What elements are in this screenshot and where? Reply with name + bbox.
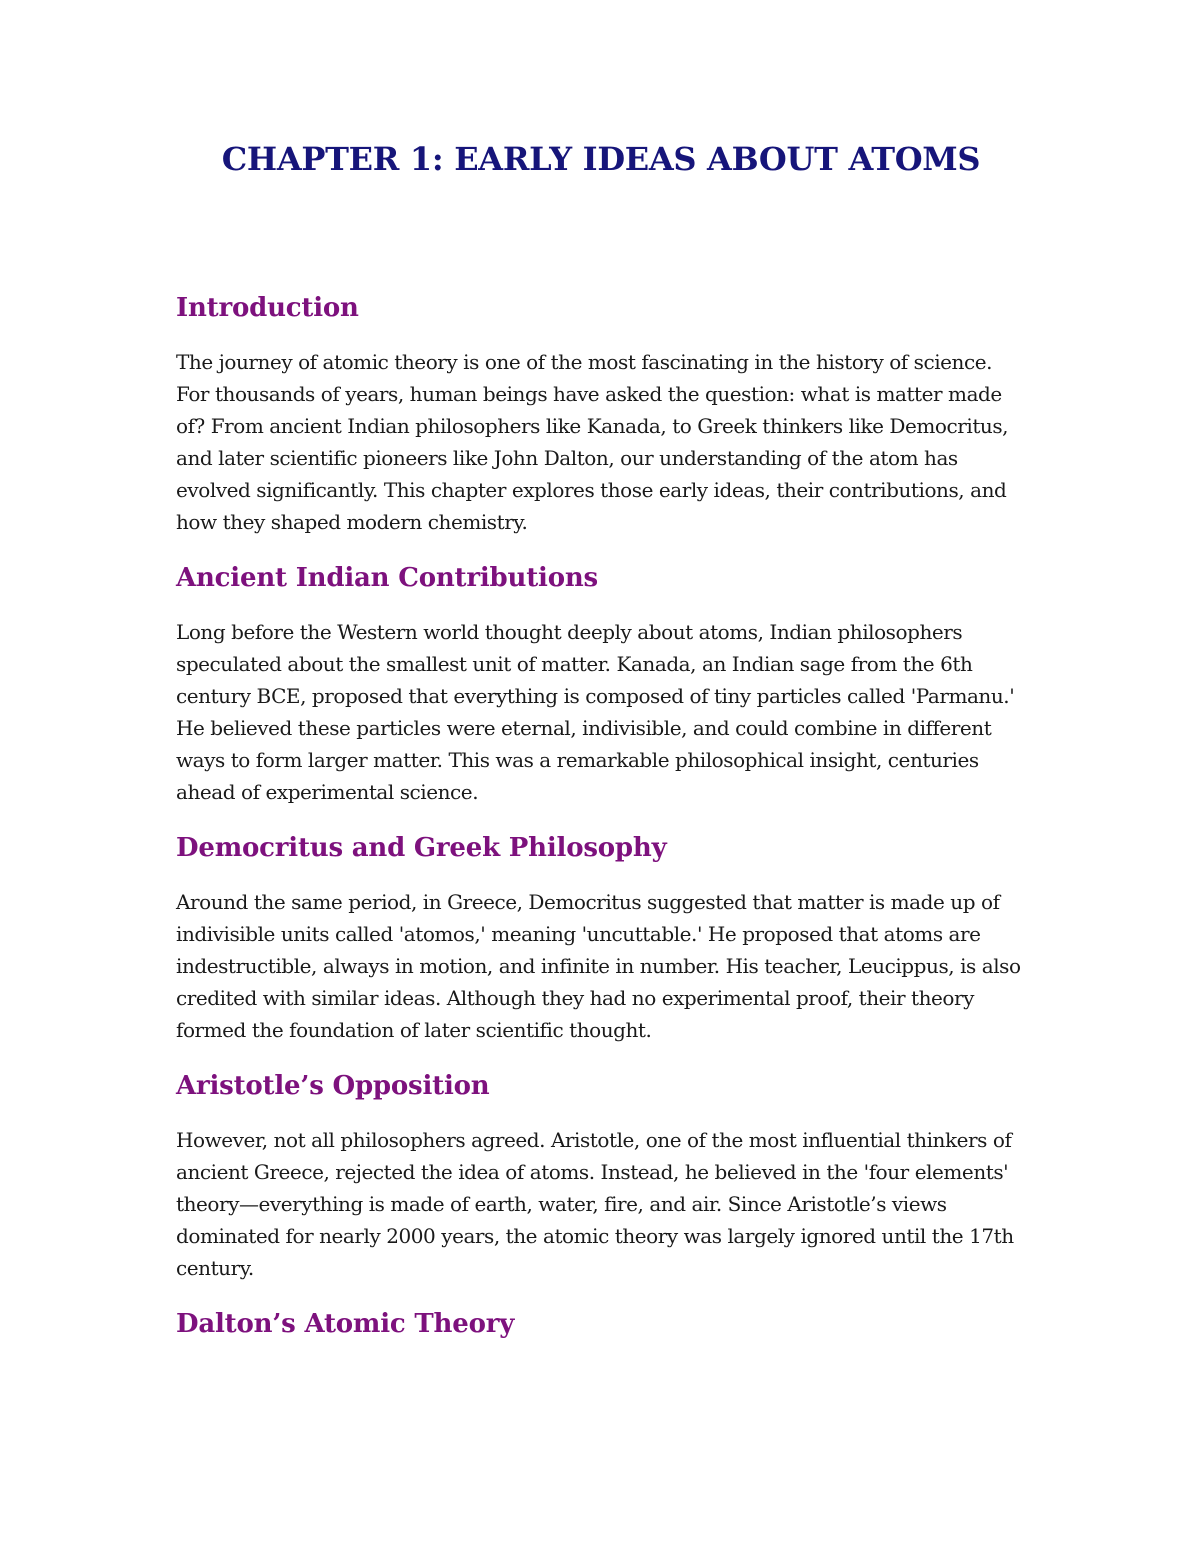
section-dalton-atomic-theory	[176, 1308, 1026, 1342]
section-introduction	[176, 292, 1026, 538]
section-heading: Aristotle’s Opposition	[176, 1070, 490, 1101]
section-body: The journey of atomic theory is one of the most fascinating in the history of science. For thousands of years, human beings have asked the question: what is matter made of? From ancient Indian philosophers like Kanada, to Greek thinkers like Democritus, and later scientific pioneers like John Dalton, our understanding of the atom has evolved significantly. This chapter explores those early ideas, their contributions, and how they shaped modern chemistry.	[176, 350, 1009, 535]
section-heading: Ancient Indian Contributions	[176, 563, 598, 594]
section-heading: Democritus and Greek Philosophy	[176, 832, 667, 863]
document-content	[176, 140, 1026, 1361]
section-heading: Introduction	[176, 293, 359, 324]
section-heading: Dalton’s Atomic Theory	[176, 1308, 515, 1339]
section-body: However, not all philosophers agreed. Aristotle, one of the most influential thinkers of ancient Greece, rejected the idea of atoms. Instead, he believed in the 'four elements' theory—everything is made of earth, water, fire, and air. Since Aristotle’s views dominated for nearly 2000 years, the atomic theory was largely ignored until the 17th century.	[176, 1127, 1014, 1280]
section-aristotle-opposition	[176, 1070, 1026, 1284]
section-body: Around the same period, in Greece, Democritus suggested that matter is made up of indivisible units called 'atomos,' meaning 'uncuttable.' He proposed that atoms are indestructible, always in motion, and infinite in number. His teacher, Leucippus, is also credited with similar ideas. Although they had no experimental proof, their theory formed the foundation of later scientific thought.	[176, 889, 1021, 1042]
section-body: Long before the Western world thought deeply about atoms, Indian philosophers speculated about the smallest unit of matter. Kanada, an Indian sage from the 6th century BCE, proposed that everything is composed of tiny particles called 'Parmanu.' He believed these particles were eternal, indivisible, and could combine in different ways to form larger matter. This was a remarkable philosophical insight, centuries ahead of experimental science.	[176, 619, 1015, 804]
chapter-title: CHAPTER 1: EARLY IDEAS ABOUT ATOMS	[221, 140, 981, 178]
section-ancient-indian-contributions	[176, 562, 1026, 808]
section-democritus	[176, 832, 1026, 1046]
